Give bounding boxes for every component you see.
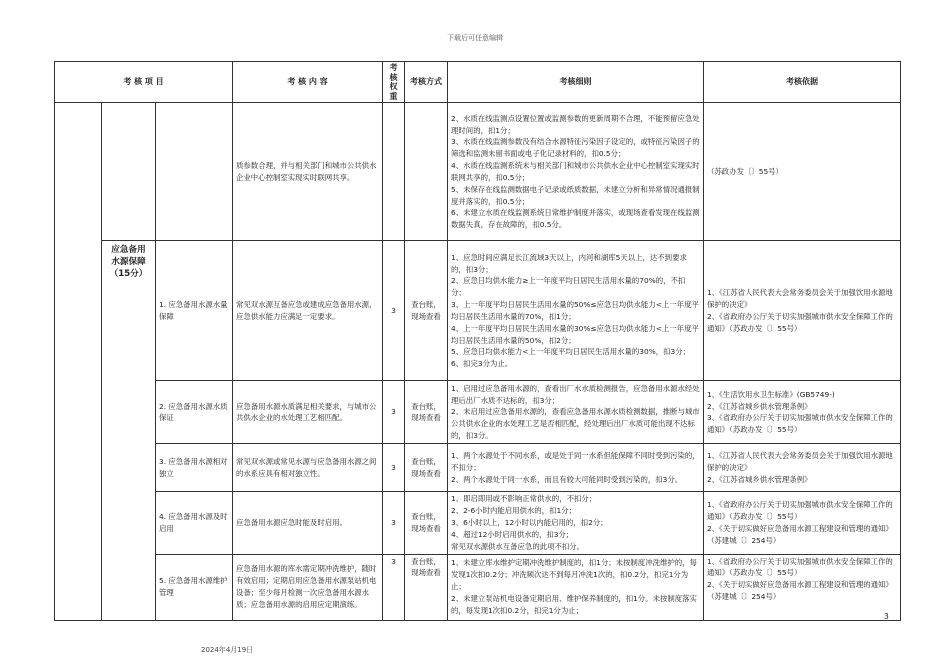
row-content: 常见双水源或常见水源与应急备用水源之间的水系应具有相对独立性。	[233, 444, 383, 492]
row-basis: （苏政办发〔〕55号）	[704, 103, 901, 241]
row-method: 查台账，现场查看	[405, 381, 448, 444]
row-rules: 1、启用过应急备用水源的，查看出厂水水质检测报告，应急备用水源水经处理后出厂水质不达标的，扣3分； 2、未启用过应急备用水源的，查看应急备用水源水质检测数据，推断与城市公共供水企业的水处理工艺是否相匹配，经处理后出厂水质可能出现不达标的，扣3分。	[448, 381, 704, 444]
row-rules: 2、水质在线监测点设置位置或监测参数的更新周期不合理，不能预留应急处理时间的，扣1分； 3、水质在线监测参数没有结合水源特征污染因子设定的，或特征污染因子的筛选和监测未留书面或电子化记录材料的，扣0.5分； 4、水质在线监测系统未与相关部门和城市公共供水企业中心控制室实现实时联网共享的，扣0.5分； 5、未保存在线监测数据电子记录或纸质数据，未建立分析和异常情况通报制度并落实的，扣0.5分； 6、未建立水质在线监测系统日常维护制度并落实，或现场查看发现在线监测数据失真，存在故障的，扣0.5分。	[448, 103, 704, 241]
row-weight: 3	[383, 381, 405, 444]
header-basis: 考核依据	[704, 62, 901, 103]
assessment-table	[54, 61, 901, 621]
table-header-row	[55, 62, 901, 103]
row-content: 应急备用水源应急时能及时启用。	[233, 492, 383, 554]
table-row	[55, 381, 901, 444]
header-method: 考核方式	[405, 62, 448, 103]
header-weight: 考核 权重	[383, 62, 405, 103]
outer-blank-cell	[55, 103, 102, 620]
footer-date: 2024年4月19日	[201, 646, 254, 654]
row-item: 4. 应急备用水源及时启用	[156, 492, 233, 554]
row-content: 质参数合理，并与相关部门和城市公共供水企业中心控制室实现实时联网共享。	[233, 103, 383, 241]
row-basis: 1、《省政府办公厅关于切实加强城市供水安全保障工作的通知》（苏政办发〔〕55号） 2、《关于切实做好应急备用水源工程建设和管理的通知》（苏建城〔〕254号）	[704, 492, 901, 554]
table-row	[55, 554, 901, 620]
table-row	[55, 492, 901, 554]
row-content: 常见双水源互备应急或建成应急备用水源，应急供水能力应满足一定要求。	[233, 241, 383, 381]
header-content: 考 核 内 容	[233, 62, 383, 103]
row-method	[405, 103, 448, 241]
category-label: 应急备用 水源保障 （15分）	[102, 241, 156, 620]
row-item: 2. 应急备用水源水质保证	[156, 381, 233, 444]
header-item: 考 核 项 目	[55, 62, 233, 103]
row-basis: 1、《江苏省人民代表大会常务委员会关于加强饮用水源地保护的决定》 2、《江苏省城乡供水管理条例》	[704, 444, 901, 492]
row-rules: 1、未建立库水维护定期冲洗维护制度的，扣1分；未按制度冲洗维护的，每发现1次扣0.2分；冲洗频次达不到每月冲洗1次的，扣0.2分，扣完1分为止； 2、未建立泵站机电设备定期启用、维护保养制度的，扣1分。未按制度落实的，每发现1次扣0.2分，扣完1分为止；	[448, 554, 704, 620]
top-note: 下载后可任意编辑	[447, 34, 503, 42]
header-rules: 考核细则	[448, 62, 704, 103]
row-rules: 1、即启即用或不影响正常供水的，不扣分； 2、2-6小时内能启用供水的，扣1分； 3、6小时以上，12小时以内能启用的，扣2分； 4、超过12小时启用供水的，扣3分； 常见双水源供水互备应急的此项不扣分。	[448, 492, 704, 554]
row-item: 3. 应急备用水源相对独立	[156, 444, 233, 492]
category-blank-cell	[102, 103, 156, 241]
row-basis: 1、《江苏省人民代表大会常务委员会关于加强饮用水源地保护的决定》 2、《省政府办公厅关于切实加强城市供水安全保障工作的通知》（苏政办发〔〕55号）	[704, 241, 901, 381]
row-method: 查台账，现场查看	[405, 444, 448, 492]
row-basis: 1、《生活饮用水卫生标准》(GB5749-) 2、《江苏省城乡供水管理条例》 3、《省政府办公厅关于切实加强城市供水安全保障工作的通知》（苏政办发〔〕55号）	[704, 381, 901, 444]
row-weight: 3	[383, 554, 405, 620]
table-row	[55, 103, 901, 241]
row-content: 应急备用水源的库水需定期冲洗维护，随时有效启用；定期启用应急备用水源泵站机电设备；至少每月检测一次应急备用水源水质；应急备用水源的启用应定期演练。	[233, 554, 383, 620]
row-rules: 1、两个水源处于不同水系，或是处于同一水系但能保障不同时受到污染的，不扣分； 2、两个水源处于同一水系，而且有较大可能同时受到污染的，扣3分。	[448, 444, 704, 492]
row-method: 查台账，现场查看	[405, 492, 448, 554]
row-item: 5. 应急备用水源维护管理	[156, 554, 233, 620]
row-item: 1. 应急备用水源水量保障	[156, 241, 233, 381]
row-weight	[383, 103, 405, 241]
row-weight: 3	[383, 444, 405, 492]
row-weight: 3	[383, 492, 405, 554]
row-item	[156, 103, 233, 241]
table-row	[55, 444, 901, 492]
page-number: 3	[884, 612, 889, 621]
table-row	[55, 241, 901, 381]
row-weight: 3	[383, 241, 405, 381]
row-method: 查台账，现场查看	[405, 554, 448, 620]
row-content: 应急备用水源水质满足相关要求，与城市公共供水企业的水处理工艺相匹配。	[233, 381, 383, 444]
row-method: 查台账，现场查看	[405, 241, 448, 381]
row-rules: 1、应急时间应满足长江流域3天以上，内河和湖库5天以上，达不到要求的，扣3分； 2、应急日均供水能力≥上一年度平均日居民生活用水量的70%的，不扣分； 3、上一年度平均日居民生活用水量的50%≤应急日均供水能力<上一年度平均日居民生活用水量的70%，扣1分； 4、上一年度平均日居民生活用水量的30%≤应急日均供水能力<上一年度平均日居民生活用水量的50%，扣2分； 5、应急日均供水能力<上一年度平均日居民生活用水量的30%，扣3分； 6、扣完3分为止。	[448, 241, 704, 381]
row-basis: 1、《省政府办公厅关于切实加强城市供水安全保障工作的通知》（苏政办发〔〕55号） 2、《关于切实做好应急备用水源工程建设和管理的通知》（苏建城〔〕254号）	[704, 554, 901, 620]
